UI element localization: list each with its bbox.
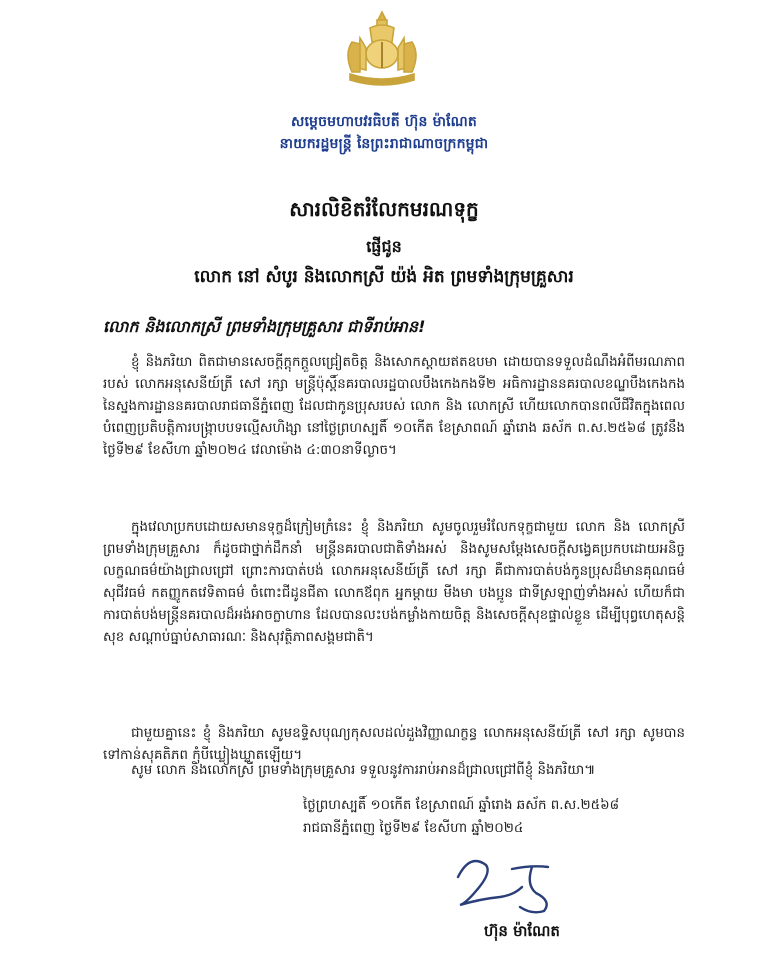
paragraph-1: ខ្ញុំ និងភរិយា ពិតជាមានសេចក្ដីក្ដុកក្ដួលជ្រៀតចិត្ត និងសោកស្ដាយឥតឧបមា ដោយបានទទួលដំណឹងអំពីមរណភាពរបស់ លោកអនុសេនីយ៍ត្រី សៅ រក្សា មន្ត្រីប៉ុស្ដិ៍នគរបាលរដ្ឋបាលបឹងកេងកងទី២ អធិការដ្ឋាននគរបាលខណ្ឌបឹងកេងកង នៃស្នងការដ្ឋាននគរបាលរាជធានីភ្នំពេញ ដែលជាកូនប្រុសរបស់ លោក និង លោកស្រី ហើយលោកបានពលីជីវិតក្នុងពេលបំពេញប្រតិបត្តិការបង្ក្រាបបទល្មើសហិង្សា នៅថ្ងៃព្រហស្បតិ៍ ១០កើត ខែស្រាពណ៍ ឆ្នាំរោង ឆស័ក ព.ស.២៥៦៨ ត្រូវនឹងថ្ងៃទី២៩ ខែសីហា ឆ្នាំ២០២៤ វេលាម៉ោង ៤:៣០នាទីល្ងាច។	[103, 355, 685, 458]
recipients: លោក នៅ សំបូរ និងលោកស្រី យ៉ង់ អិត ព្រមទាំងក្រុមគ្រួសារ	[194, 267, 574, 287]
paragraph-2: ក្នុងវេលាប្រកបដោយសមានទុក្ខដ៏ក្រៀមក្រំនេះ ខ្ញុំ និងភរិយា សូមចូលរួមរំលែកទុក្ខជាមួយ លោក និង លោកស្រី ព្រមទាំងក្រុមគ្រួសារ ក៏ដូចជាថ្នាក់ដឹកនាំ មន្ត្រីនគរបាលជាតិទាំងអស់ និងសូមសម្ដែងសេចក្ដីសង្វេគប្រកបដោយអនិច្ចលក្ខណធម៌យ៉ាងជ្រាលជ្រៅ ព្រោះការបាត់បង់ លោកអនុសេនីយ៍ត្រី សៅ រក្សា គឺជាការបាត់បង់កូនប្រុសដ៏មានគុណធម៌ សុជីវធម៌ កតញ្ញូកតវេទិតាធម៌ ចំពោះជីដូនជីតា លោកឪពុក អ្នកម្ដាយ មីងមា បងប្អូន ជាទីស្រឡាញ់ទាំងអស់ ហើយក៏ជាការបាត់បង់មន្ត្រីនគរបាលដ៏អង់អាចក្លាហាន ដែលបានលះបង់កម្លាំងកាយចិត្ត និងសេចក្ដីសុខផ្ទាល់ខ្លួន ដើម្បីបុព្វហេតុសន្ដិសុខ សណ្ដាប់ធ្នាប់សាធារណៈ និងសុវត្ថិភាពសង្គមជាតិ។	[103, 520, 685, 645]
sender-name: សម្ដេចមហាបវរធិបតី ហ៊ុន ម៉ាណែត	[291, 114, 477, 130]
date-solar: រាជធានីភ្នំពេញ ថ្ងៃទី២៩ ខែសីហា ឆ្នាំ២០២៤	[303, 821, 524, 836]
handwritten-signature-icon	[440, 845, 590, 915]
paragraph-3: ជាមួយគ្នានេះ ខ្ញុំ និងភរិយា សូមឧទ្ទិសបុណ្យកុសលដល់ដួងវិញ្ញាណក្ខន្ធ លោកអនុសេនីយ៍ត្រី សៅ រក្សា សូមបានទៅកាន់សុគតិភព កុំបីឃ្លៀងឃ្លាតឡើយ។	[103, 726, 685, 763]
letter-title: សារលិខិតរំលែកមរណទុក្ខ	[289, 197, 479, 221]
date-lunar: ថ្ងៃព្រហស្បតិ៍ ១០កើត ខែស្រាពណ៍ ឆ្នាំរោង ឆស័ក ព.ស.២៥៦៨	[303, 798, 620, 813]
paragraph-4: សូម លោក និងលោកស្រី ព្រមទាំងក្រុមគ្រួសារ ទទួលនូវការរាប់អានដ៏ជ្រាលជ្រៅពីខ្ញុំ និងភរិយា៕	[131, 763, 596, 778]
signer-name: ហ៊ុន ម៉ាណែត	[484, 922, 560, 940]
salutation: លោក និងលោកស្រី ព្រមទាំងក្រុមគ្រួសារ ជាទីរាប់អាន!	[103, 317, 426, 336]
royal-coat-of-arms-icon	[330, 8, 434, 92]
sent-to-label: ផ្ញើជូន	[366, 237, 402, 256]
sender-title: នាយករដ្ឋមន្ត្រី នៃព្រះរាជាណាចក្រកម្ពុជា	[279, 136, 489, 152]
date-block	[303, 794, 619, 840]
